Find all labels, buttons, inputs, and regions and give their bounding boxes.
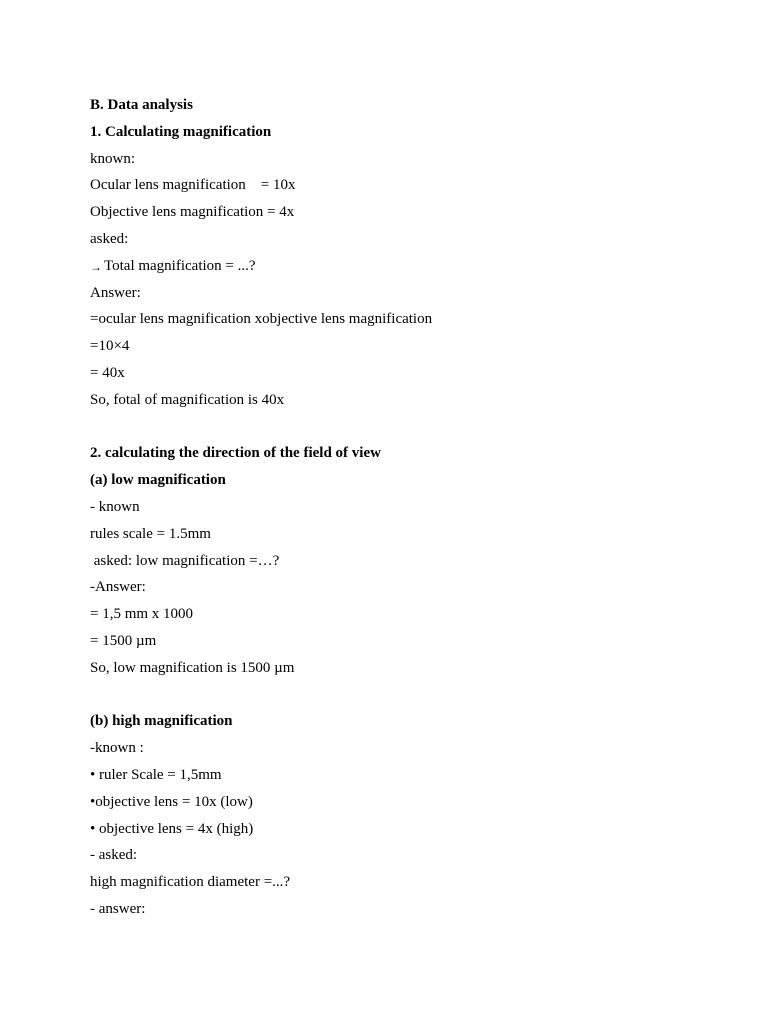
part1-step3: = 40x [90,364,125,381]
low-rules-scale: rules scale = 1.5mm [90,525,211,542]
part1-heading: 1. Calculating magnification [90,123,272,140]
total-question-text: Total magnification = ...? [104,257,256,274]
document-page [90,92,710,923]
section-heading: B. Data analysis [90,97,193,113]
high-objective-low: •objective lens = 10x (low) [90,793,253,810]
right-arrow-icon: → [90,259,102,274]
part1-step2: =10×4 [90,338,130,355]
part1-ocular-line: Ocular lens magnification = 10x [90,177,296,194]
high-known-label: -known : [90,740,144,757]
high-ruler-scale: • ruler Scale = 1,5mm [90,766,222,783]
part2-heading: 2. calculating the direction of the field of view [90,445,381,462]
blank-line [90,682,710,709]
part1-total-question [90,253,710,280]
high-heading: (b) high magnification [90,713,233,730]
low-asked: asked: low magnification =…? [90,552,280,569]
low-conclusion: So, low magnification is 1500 µm [90,659,295,676]
part1-objective-line: Objective lens magnification = 4x [90,204,295,221]
part1-known-label: known: [90,150,135,167]
low-step1: = 1,5 mm x 1000 [90,606,194,623]
low-heading: (a) low magnification [90,472,226,489]
low-step2: = 1500 µm [90,632,157,649]
blank-line [90,414,710,441]
high-objective-high: • objective lens = 4x (high) [90,820,254,837]
low-answer-label: -Answer: [90,579,146,596]
high-asked-label: - asked: [90,847,138,864]
part1-asked-label: asked: [90,230,129,247]
part1-conclusion: So, fotal of magnification is 40x [90,391,285,408]
high-diameter-question: high magnification diameter =...? [90,874,291,891]
low-known-label: - known [90,498,140,515]
part1-answer-label: Answer: [90,284,141,301]
high-answer-label: - answer: [90,900,146,917]
part1-step1: =ocular lens magnification xobjective lens magnification [90,311,433,328]
